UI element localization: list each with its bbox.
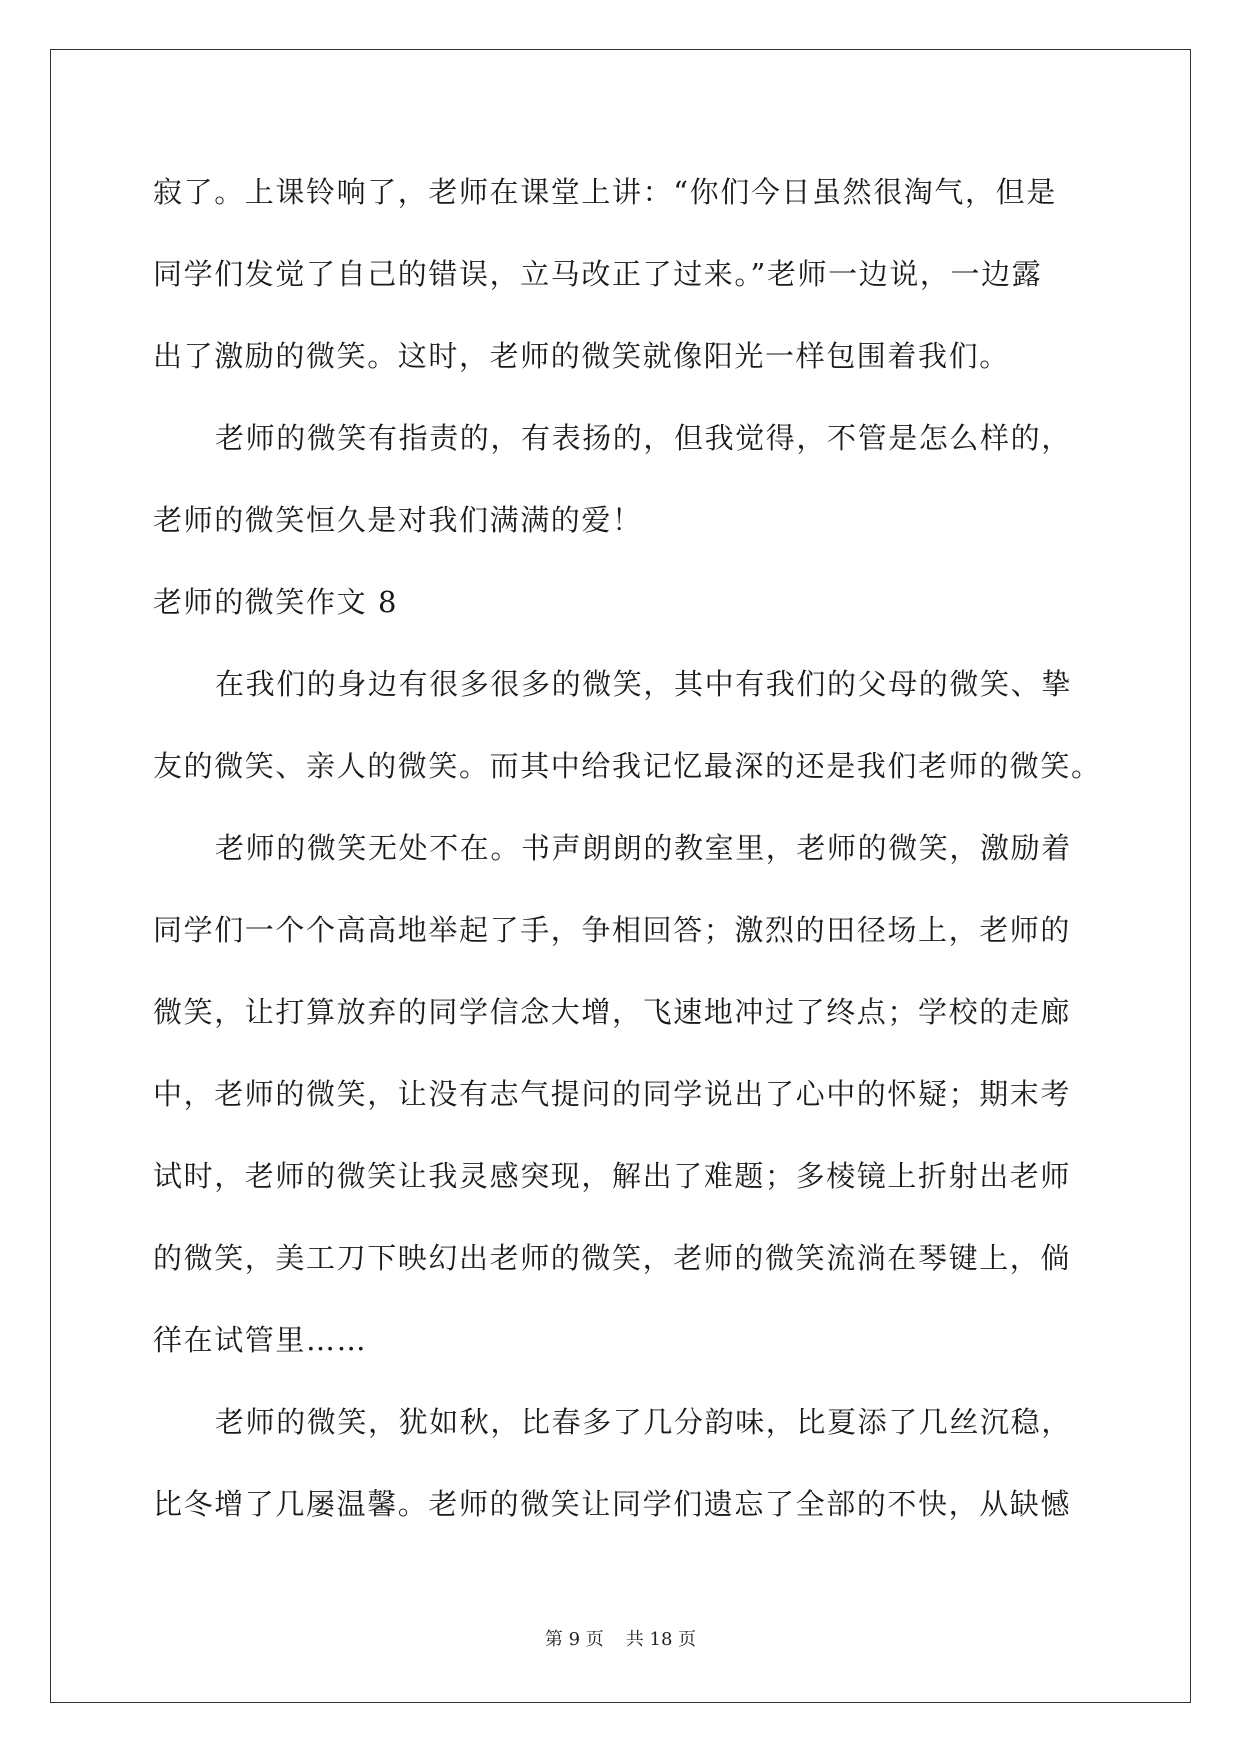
page-number: 第 9 页 xyxy=(544,1629,604,1650)
text-line: 微笑，让打算放弃的同学信念大增，飞速地冲过了终点；学校的走廊 xyxy=(153,995,1072,1029)
paragraph-start: 老师的微笑无处不在。书声朗朗的教室里，老师的微笑，激励着 xyxy=(215,831,1072,865)
text-line: 老师的微笑恒久是对我们满满的爱！ xyxy=(153,503,643,537)
page-total: 共 18 页 xyxy=(625,1629,697,1650)
paragraph-start: 老师的微笑有指责的，有表扬的，但我觉得，不管是怎么样的， xyxy=(215,421,1072,455)
text-line: 同学们发觉了自己的错误，立马改正了过来。”老师一边说，一边露 xyxy=(153,257,1043,291)
text-line: 比冬增了几屡温馨。老师的微笑让同学们遗忘了全部的不快，从缺憾 xyxy=(153,1487,1072,1521)
text-line: 徉在试管里…… xyxy=(153,1323,368,1357)
document-body xyxy=(153,160,1102,1554)
page-footer xyxy=(0,1625,1241,1651)
text-line: 同学们一个个高高地举起了手，争相回答；激烈的田径场上，老师的 xyxy=(153,913,1072,947)
paragraph-start: 在我们的身边有很多很多的微笑，其中有我们的父母的微笑、挚 xyxy=(215,667,1072,701)
paragraph-start: 老师的微笑，犹如秋，比春多了几分韵味，比夏添了几丝沉稳， xyxy=(215,1405,1072,1439)
text-line: 中，老师的微笑，让没有志气提问的同学说出了心中的怀疑；期末考 xyxy=(153,1077,1072,1111)
text-line: 寂了。上课铃响了，老师在课堂上讲：“你们今日虽然很淘气，但是 xyxy=(153,175,1057,209)
text-line: 友的微笑、亲人的微笑。而其中给我记忆最深的还是我们老师的微笑。 xyxy=(153,749,1102,783)
text-line: 出了激励的微笑。这时，老师的微笑就像阳光一样包围着我们。 xyxy=(153,339,1010,373)
text-line: 的微笑，美工刀下映幻出老师的微笑，老师的微笑流淌在琴键上，倘 xyxy=(153,1241,1072,1275)
text-line: 试时，老师的微笑让我灵感突现，解出了难题；多棱镜上折射出老师 xyxy=(153,1159,1072,1193)
section-heading: 老师的微笑作文 8 xyxy=(153,585,399,619)
